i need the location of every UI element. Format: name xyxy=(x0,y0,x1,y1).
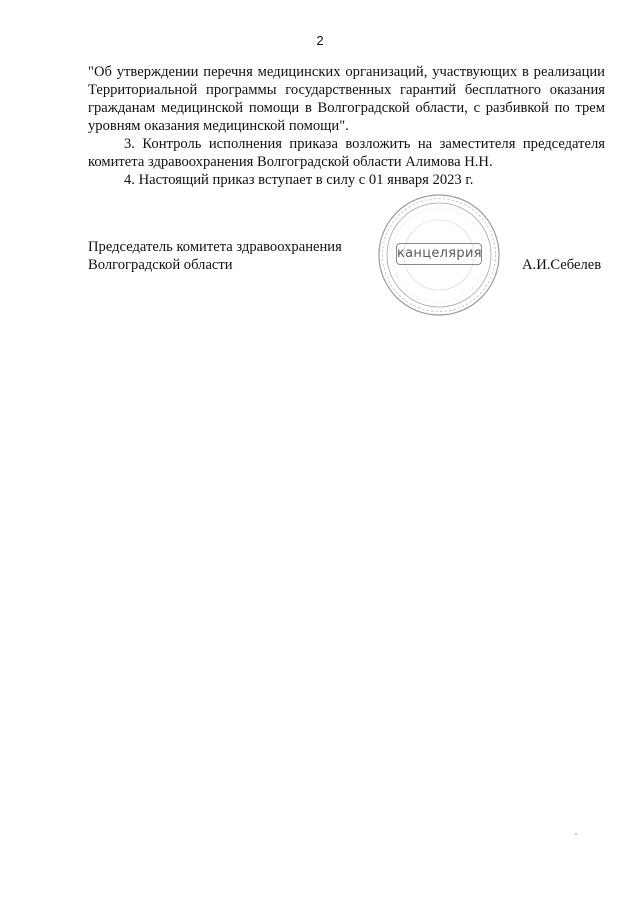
signature-position xyxy=(88,238,342,274)
page-number: 2 xyxy=(316,33,324,48)
office-stamp xyxy=(376,192,502,318)
paragraph-item-3: 3. Контроль исполнения приказа возложить на заместителя председателя комитета здравоохранения Волгоградской области Алимова Н.Н. xyxy=(88,136,605,170)
signature-position-line1: Председатель комитета здравоохранения xyxy=(88,239,342,255)
signer-name: А.И.Себелев xyxy=(522,257,602,273)
scan-speck xyxy=(575,833,577,835)
document-body xyxy=(88,63,605,189)
stamp-label: канцелярия xyxy=(396,243,482,265)
paragraph-item-4: 4. Настоящий приказ вступает в силу с 01 января 2023 г. xyxy=(124,172,474,188)
paragraph-order-title: "Об утверждении перечня медицинских организаций, участвующих в реализации Территориальной программы государственных гарантий бесплатного оказания гражданам медицинской помощи в Волгоградской области, с разбивкой по трем уровням оказания медицинской помощи". xyxy=(88,64,605,134)
signature-position-line2: Волгоградской области xyxy=(88,257,233,273)
